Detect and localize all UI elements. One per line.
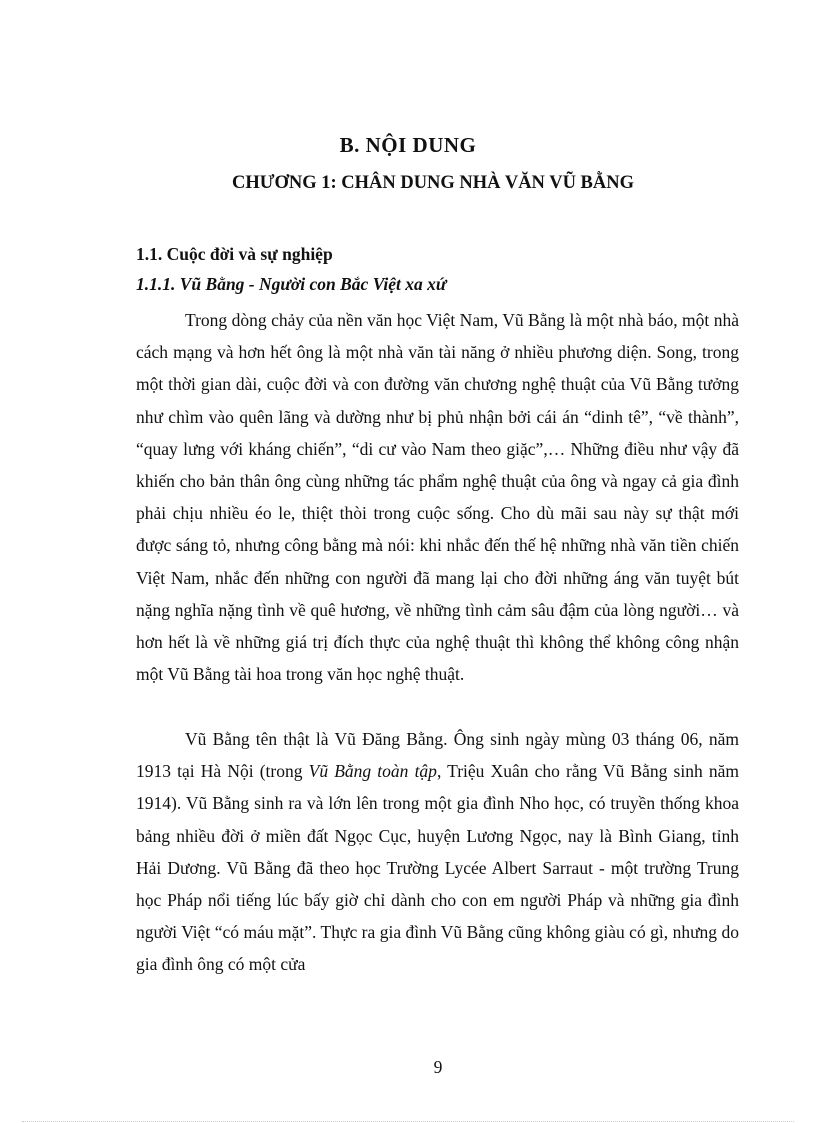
body-paragraph bbox=[136, 723, 739, 981]
part-title: B. NỘI DUNG bbox=[339, 133, 477, 157]
body-paragraph: Trong dòng chảy của nền văn học Việt Nam, Vũ Bằng là một nhà báo, một nhà cách mạng và hơn hết ông là một nhà văn tài năng ở nhiều phương diện. Song, trong một thời gian dài, cuộc đời và con đường văn chương nghệ thuật của Vũ Bằng tưởng như chìm vào quên lãng và dường như bị phủ nhận bởi cái án “dinh tê”, “về thành”, “quay lưng với kháng chiến”, “di cư vào Nam theo giặc”,… Những điều như vậy đã khiến cho bản thân ông cùng những tác phẩm nghệ thuật của ông và ngay cả gia đình phải chịu nhiều éo le, thiệt thòi trong cuộc sống. Cho dù mãi sau này sự thật mới được sáng tỏ, nhưng công bằng mà nói: khi nhắc đến thế hệ những nhà văn tiền chiến Việt Nam, nhắc đến những con người đã mang lại cho đời những áng văn tuyệt bút nặng nghĩa nặng tình về quê hương, về những tình cảm sâu đậm của lòng người… và hơn hết là về những giá trị đích thực của nghệ thuật thì không thể không công nhận một Vũ Bằng tài hoa trong văn học nghệ thuật. bbox=[136, 310, 739, 685]
subsection-heading: 1.1.1. Vũ Bằng - Người con Bắc Việt xa xứ bbox=[136, 274, 447, 294]
chapter-title: CHƯƠNG 1: CHÂN DUNG NHÀ VĂN VŨ BẰNG bbox=[231, 173, 635, 193]
page-bottom-divider bbox=[22, 1121, 794, 1122]
book-title: Vũ Bằng toàn tập bbox=[308, 761, 437, 782]
section-heading: 1.1. Cuộc đời và sự nghiệp bbox=[136, 244, 333, 264]
paragraph-text: Vũ Bằng tên thật là Vũ Đăng Bằng. Ông sinh ngày mùng 03 tháng 06, năm 1913 tại Hà Nội (trong bbox=[136, 729, 739, 782]
paragraph-text: , Triệu Xuân cho rằng Vũ Bằng sinh năm 1914). Vũ Bằng sinh ra và lớn lên trong một gia đình Nho học, có truyền thống khoa bảng nhiều đời ở miền đất Ngọc Cục, huyện Lương Ngọc, nay là Bình Giang, tỉnh Hải Dương. Vũ Bằng đã theo học Trường Lycée Albert Sarraut - một trường Trung học Pháp nổi tiếng lúc bấy giờ chỉ dành cho con em người Pháp và những gia đình người Việt “có máu mặt”. Thực ra gia đình Vũ Bằng cũng không giàu có gì, nhưng do gia đình ông có một cửa bbox=[136, 761, 740, 975]
page-number: 9 bbox=[433, 1057, 443, 1077]
